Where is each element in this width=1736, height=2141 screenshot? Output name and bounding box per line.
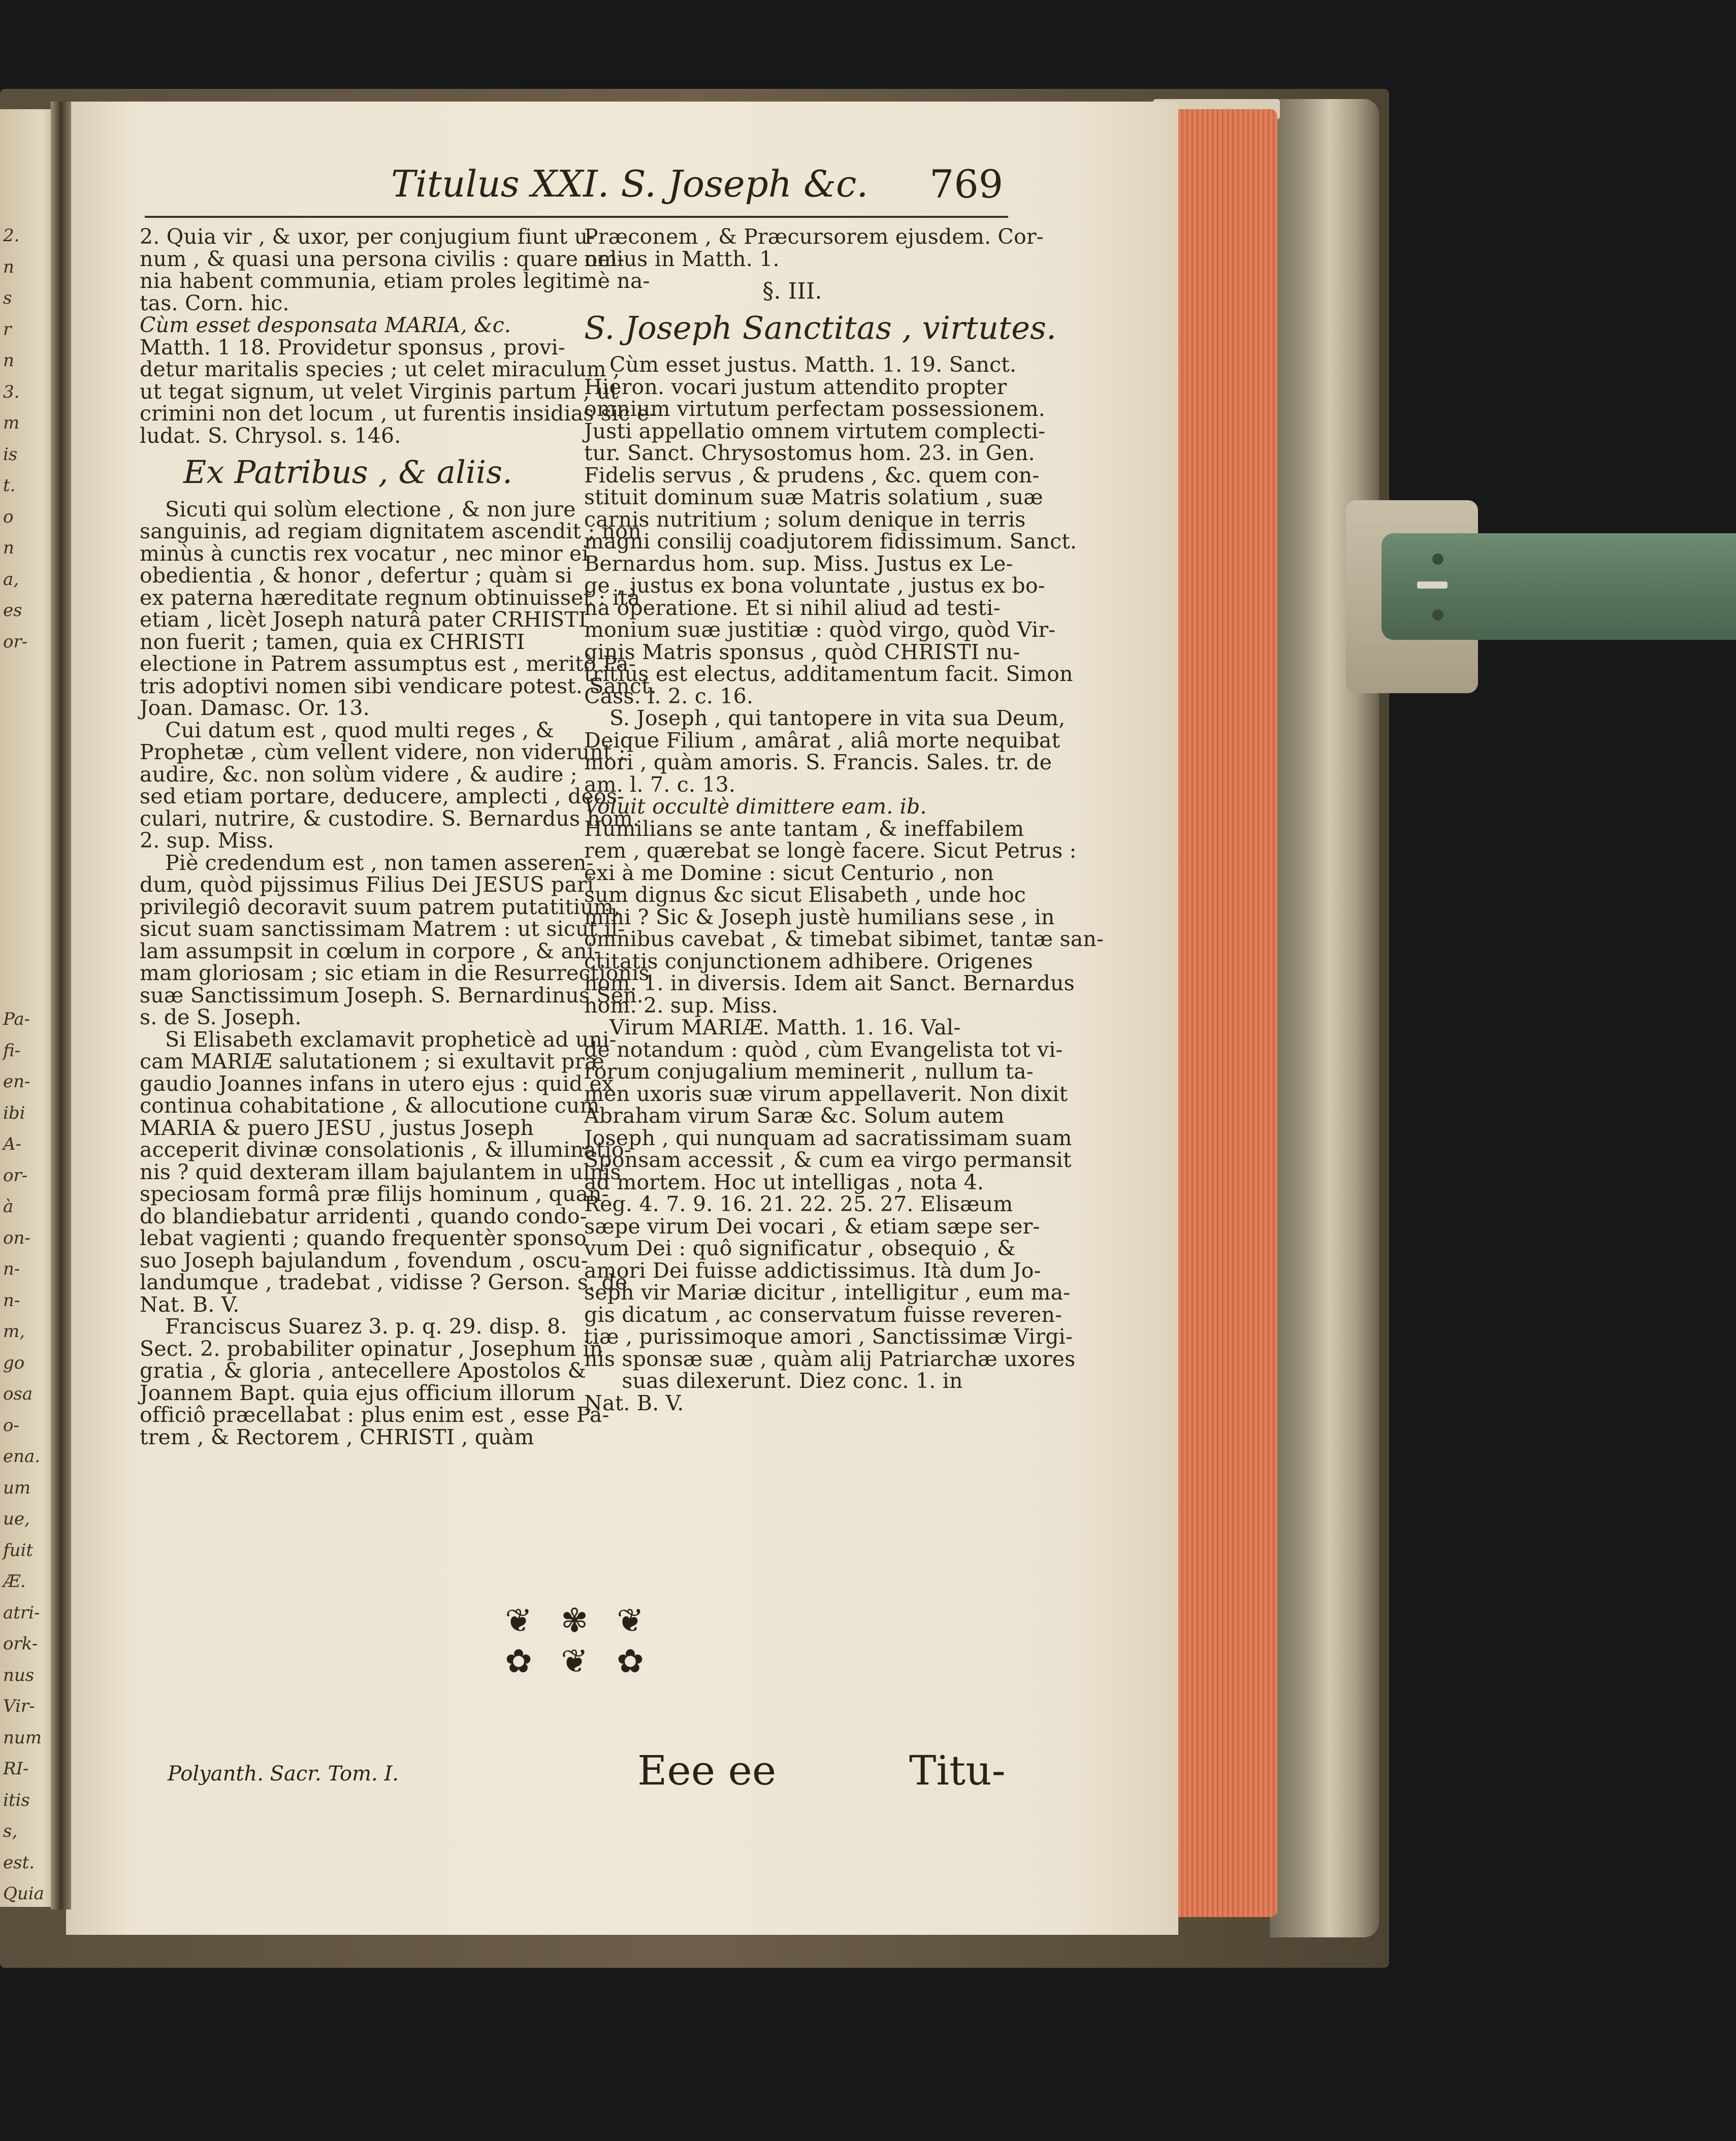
text-line: do blandiebatur arridenti , quando condo-	[140, 1204, 587, 1228]
text-line: num , & quasi una persona civilis : quare om-	[140, 246, 625, 271]
text-line: Cùm esset justus. Matth. 1. 19. Sanct.	[609, 352, 1017, 377]
text-line: Sicuti qui solùm electione , & non jure	[165, 497, 576, 522]
text-line: ad mortem. Hoc ut intelligas , nota 4.	[584, 1170, 984, 1194]
printers-ornament-top: ❦ ✾ ❦	[505, 1602, 653, 1640]
margin-fragment: o-	[3, 1415, 19, 1436]
margin-fragment: n-	[3, 1290, 20, 1311]
text-line: suas dilexerunt. Diez conc. 1. in	[622, 1369, 963, 1393]
text-line: tur. Sanct. Chrysostomus hom. 23. in Gen.	[584, 441, 1035, 465]
section-heading: S. Joseph Sanctitas , virtutes.	[584, 309, 1057, 346]
clasp-strap	[1381, 533, 1736, 640]
margin-fragment: fuit	[3, 1540, 34, 1561]
margin-fragment: ue,	[3, 1509, 30, 1529]
text-line: Reg. 4. 7. 9. 16. 21. 22. 25. 27. Elisæum	[584, 1192, 1013, 1216]
margin-fragment: est.	[3, 1852, 35, 1873]
text-line: Hieron. vocari justum attendito propter	[584, 374, 1007, 399]
text-line: sum dignus &c sicut Elisabeth , unde hoc	[584, 883, 1026, 907]
text-line: mam gloriosam ; sic etiam in die Resurrectionis	[140, 961, 650, 985]
text-line: suæ Sanctissimum Joseph. S. Bernardinus Sen.	[140, 983, 644, 1008]
margin-fragment: m	[3, 413, 20, 433]
text-line: gaudio Joannes infans in utero ejus : quid ex	[140, 1071, 614, 1096]
section-number: §. III.	[762, 278, 822, 304]
text-line: Piè credendum est , non tamen asseren-	[165, 850, 594, 875]
text-line: nia habent communia, etiam proles legitimè na-	[140, 269, 650, 293]
margin-fragment: 3.	[3, 381, 20, 402]
text-line: obedientia , & honor , defertur ; quàm si	[140, 563, 573, 588]
margin-fragment: es	[3, 600, 22, 621]
margin-fragment: 2.	[3, 225, 20, 246]
text-line: Joseph , qui nunquam ad sacratissimam suam	[584, 1125, 1072, 1150]
margin-fragment: à	[3, 1196, 14, 1217]
text-line: na operatione. Et si nihil aliud ad testi-	[584, 595, 1001, 620]
catchword: Titu-	[909, 1747, 1006, 1794]
text-line: tas. Corn. hic.	[140, 290, 290, 315]
text-line: mihi ? Sic & Joseph justè humilians sese , in	[584, 904, 1055, 929]
margin-fragment: ork-	[3, 1634, 38, 1654]
text-line: lebat vagienti ; quando frequentèr sponso	[140, 1226, 587, 1250]
text-line: privilegiô decoravit suum patrem putatitium,	[140, 894, 621, 919]
text-line: ex paterna hæreditate regnum obtinuisset : ità	[140, 585, 640, 610]
text-line: Fidelis servus , & prudens , &c. quem con-	[584, 463, 1040, 488]
text-line: detur maritalis species ; ut celet miraculum ,	[140, 357, 620, 381]
margin-fragment: on-	[3, 1227, 30, 1248]
margin-fragment: s	[3, 288, 12, 308]
margin-fragment: atri-	[3, 1602, 40, 1623]
margin-fragment: en-	[3, 1072, 30, 1092]
printers-ornament-bottom: ✿ ❦ ✿	[505, 1643, 653, 1680]
book-gutter	[51, 102, 71, 1909]
text-line: Prophetæ , cùm vellent videre, non viderunt ;	[140, 740, 626, 764]
text-line: Voluit occultè dimittere eam. ib.	[584, 794, 927, 819]
text-line: minùs à cunctis rex vocatur , nec minor ei	[140, 541, 589, 566]
text-line: sæpe virum Dei vocari , & etiam sæpe ser-	[584, 1214, 1040, 1239]
section-heading: Ex Patribus , & aliis.	[183, 453, 513, 491]
text-line: trem , & Rectorem , CHRISTI , quàm	[140, 1424, 534, 1449]
text-line: sed etiam portare, deducere, amplecti , deos-	[140, 784, 625, 808]
text-line: Præconem , & Præcursorem ejusdem. Cor-	[584, 224, 1044, 249]
text-line: Franciscus Suarez 3. p. q. 29. disp. 8.	[165, 1314, 567, 1339]
rivet-icon	[1432, 554, 1443, 565]
text-line: cam MARIÆ salutationem ; si exultavit præ	[140, 1049, 605, 1074]
text-line: nelius in Matth. 1.	[584, 246, 780, 271]
margin-fragment: RI-	[3, 1759, 29, 1779]
text-line: continua cohabitatione , & allocutione cum	[140, 1093, 600, 1118]
margin-fragment: or-	[3, 631, 28, 652]
text-line: 2. Quia vir , & uxor, per conjugium fiunt u-	[140, 224, 595, 249]
text-line: Sponsam accessit , & cum ea virgo permansit	[584, 1148, 1072, 1172]
text-line: tiæ , purissimoque amori , Sanctissimæ Virgi-	[584, 1324, 1073, 1349]
text-line: Si Elisabeth exclamavit propheticè ad uni-	[165, 1027, 617, 1052]
text-line: nis ? quid dexteram illam bajulantem in ulnis	[140, 1159, 621, 1184]
text-line: rorum conjugalium meminerit , nullum ta-	[584, 1059, 1034, 1084]
margin-fragment: n	[3, 350, 14, 371]
margin-fragment: go	[3, 1352, 25, 1373]
running-head: Titulus XXI. S. Joseph &c.	[391, 163, 869, 205]
text-line: Abraham virum Saræ &c. Solum autem	[584, 1104, 1005, 1128]
signature-mark: Eee ee	[637, 1747, 777, 1794]
margin-fragment: o	[3, 506, 14, 527]
text-line: monium suæ justitiæ : quòd virgo, quòd Vir-	[584, 618, 1056, 642]
text-line: Cass. l. 2. c. 16.	[584, 684, 754, 708]
margin-fragment: osa	[3, 1384, 33, 1404]
margin-fragment: um	[3, 1477, 31, 1498]
text-line: men uxoris suæ virum appellaverit. Non dixit	[584, 1081, 1068, 1106]
text-line: ginis Matris sponsus , quòd CHRISTI nu-	[584, 639, 1020, 664]
margin-fragment: a,	[3, 569, 19, 590]
text-line: ut tegat signum, ut velet Virginis partum , ut	[140, 379, 619, 404]
right-text-column	[584, 224, 1104, 1415]
text-line: carnis nutritium ; solum denique in terris	[584, 507, 1026, 532]
text-line: S. Joseph , qui tantopere in vita sua Deum,	[609, 706, 1066, 730]
text-line: Bernardus hom. sup. Miss. Justus ex Le-	[584, 551, 1013, 576]
left-text-column	[140, 224, 657, 1449]
margin-fragment: Æ.	[3, 1571, 26, 1592]
text-line: culari, nutrire, & custodire. S. Bernardus hom.	[140, 806, 640, 831]
text-line: Virum MARIÆ. Matth. 1. 16. Val-	[609, 1015, 961, 1040]
text-line: landumque , tradebat , vidisse ? Gerson. s. de	[140, 1270, 628, 1294]
left-page-text-fragments	[3, 216, 44, 1905]
text-line: ludat. S. Chrysol. s. 146.	[140, 423, 401, 448]
text-line: lam assumpsit in cœlum in corpore , & ani-	[140, 938, 601, 963]
text-line: audire, &c. non solùm videre , & audire ;	[140, 762, 577, 787]
text-line: MARIA & puero JESU , justus Joseph	[140, 1115, 534, 1140]
text-line: dum, quòd pijssimus Filius Dei JESUS pari	[140, 872, 594, 897]
book-spine	[1270, 99, 1379, 1937]
margin-fragment: itis	[3, 1790, 30, 1810]
text-line: suo Joseph bajulandum , fovendum , oscu-	[140, 1248, 588, 1273]
footer-title: Polyanth. Sacr. Tom. I.	[168, 1762, 399, 1786]
text-line: ctitatis conjunctionem adhibere. Origenes	[584, 949, 1033, 974]
text-line: Sect. 2. probabiliter opinatur , Josephum in	[140, 1336, 603, 1361]
header-rule	[145, 216, 1008, 218]
text-line: vum Dei : quô significatur , obsequio , &	[584, 1236, 1016, 1260]
strap-notch	[1417, 581, 1448, 589]
margin-fragment: is	[3, 444, 18, 465]
text-line: seph vir Mariæ dicitur , intelligitur , eum ma-	[584, 1280, 1071, 1305]
text-line: tritius est electus, additamentum facit. Simon	[584, 662, 1073, 686]
text-line: omnium virtutum perfectam possessionem.	[584, 397, 1045, 421]
rivet-icon	[1432, 609, 1443, 621]
text-line: officiô præcellabat : plus enim est , esse Pa-	[140, 1403, 609, 1427]
text-line: mori , quàm amoris. S. Francis. Sales. tr. de	[584, 750, 1052, 774]
margin-fragment: r	[3, 319, 12, 340]
margin-fragment: Pa-	[3, 1009, 30, 1029]
text-line: tris adoptivi nomen sibi vendicare potest. Sanct.	[140, 673, 657, 698]
text-line: hom. 1. in diversis. Idem ait Sanct. Bernardus	[584, 971, 1075, 995]
text-line: s. de S. Joseph.	[140, 1005, 302, 1029]
text-line: 2. sup. Miss.	[140, 828, 274, 853]
margin-fragment: fi-	[3, 1040, 21, 1061]
text-line: sicut suam sanctissimam Matrem : ut sicut il-	[140, 917, 625, 941]
text-line: Cui datum est , quod multi reges , &	[165, 718, 555, 742]
text-line: sanguinis, ad regiam dignitatem ascendit ; non	[140, 519, 641, 543]
text-line: am. l. 7. c. 13.	[584, 772, 736, 797]
text-line: etiam , licèt Joseph naturâ pater CRHISTI	[140, 607, 587, 632]
margin-fragment: num	[3, 1727, 42, 1748]
red-page-edges	[1168, 109, 1277, 1917]
text-line: Deique Filium , amârat , aliâ morte nequibat	[584, 728, 1060, 753]
margin-fragment: ena.	[3, 1446, 41, 1467]
text-line: Justi appellatio omnem virtutem complecti-	[584, 418, 1046, 443]
text-line: Joannem Bapt. quia ejus officium illorum	[140, 1380, 576, 1405]
text-line: omnibus cavebat , & timebat sibimet, tantæ san-	[584, 927, 1104, 951]
text-line: non fuerit ; tamen, quia ex CHRISTI	[140, 629, 525, 654]
margin-fragment: n-	[3, 1259, 20, 1279]
margin-fragment: s,	[3, 1821, 18, 1841]
text-line: Matth. 1 18. Providetur sponsus , provi-	[140, 335, 565, 360]
margin-fragment: or-	[3, 1165, 28, 1186]
text-line: gratia , & gloria , antecellere Apostolos &	[140, 1358, 587, 1383]
margin-fragment: nus	[3, 1665, 35, 1685]
text-line: Joan. Damasc. Or. 13.	[140, 696, 370, 720]
margin-fragment: Quia	[3, 1884, 44, 1904]
text-line: amori Dei fuisse addictissimus. Ità dum Jo-	[584, 1258, 1041, 1283]
margin-fragment: t.	[3, 475, 16, 496]
text-line: crimini non det locum , ut furentis insidias sic e-	[140, 401, 657, 426]
text-line: magni consilij coadjutorem fidissimum. Sanct.	[584, 529, 1077, 554]
text-line: de notandum : quòd , cùm Evangelista tot vi-	[584, 1037, 1063, 1062]
margin-fragment: n	[3, 256, 14, 277]
page-number: 769	[929, 161, 1004, 207]
margin-fragment: Vir-	[3, 1696, 35, 1716]
text-line: speciosam formâ præ filijs hominum , quan-	[140, 1182, 609, 1206]
text-line: Nat. B. V.	[140, 1292, 240, 1317]
text-line: stituit dominum suæ Matris solatium , suæ	[584, 485, 1043, 509]
text-line: Humilians se ante tantam , & ineffabilem	[584, 816, 1024, 841]
text-line: gis dicatum , ac conservatum fuisse reveren-	[584, 1302, 1063, 1327]
text-line: electione in Patrem assumptus est , meritò Pa-	[140, 652, 636, 676]
margin-fragment: A-	[3, 1134, 22, 1154]
text-line: Nat. B. V.	[584, 1390, 684, 1415]
text-line: Cùm esset desponsata MARIA, &c.	[140, 313, 511, 337]
text-line: nis sponsæ suæ , quàm alij Patriarchæ uxores	[584, 1346, 1076, 1371]
text-line: acceperit divinæ consolationis , & illuminatio-	[140, 1138, 631, 1162]
text-line: ge , justus ex bona voluntate , justus ex bo-	[584, 573, 1045, 598]
text-line: rem , quærebat se longè facere. Sicut Petrus :	[584, 838, 1077, 863]
margin-fragment: m,	[3, 1321, 25, 1342]
margin-fragment: ibi	[3, 1102, 25, 1123]
text-line: hom. 2. sup. Miss.	[584, 993, 778, 1018]
margin-fragment: n	[3, 538, 14, 558]
text-line: exi à me Domine : sicut Centurio , non	[584, 860, 994, 885]
